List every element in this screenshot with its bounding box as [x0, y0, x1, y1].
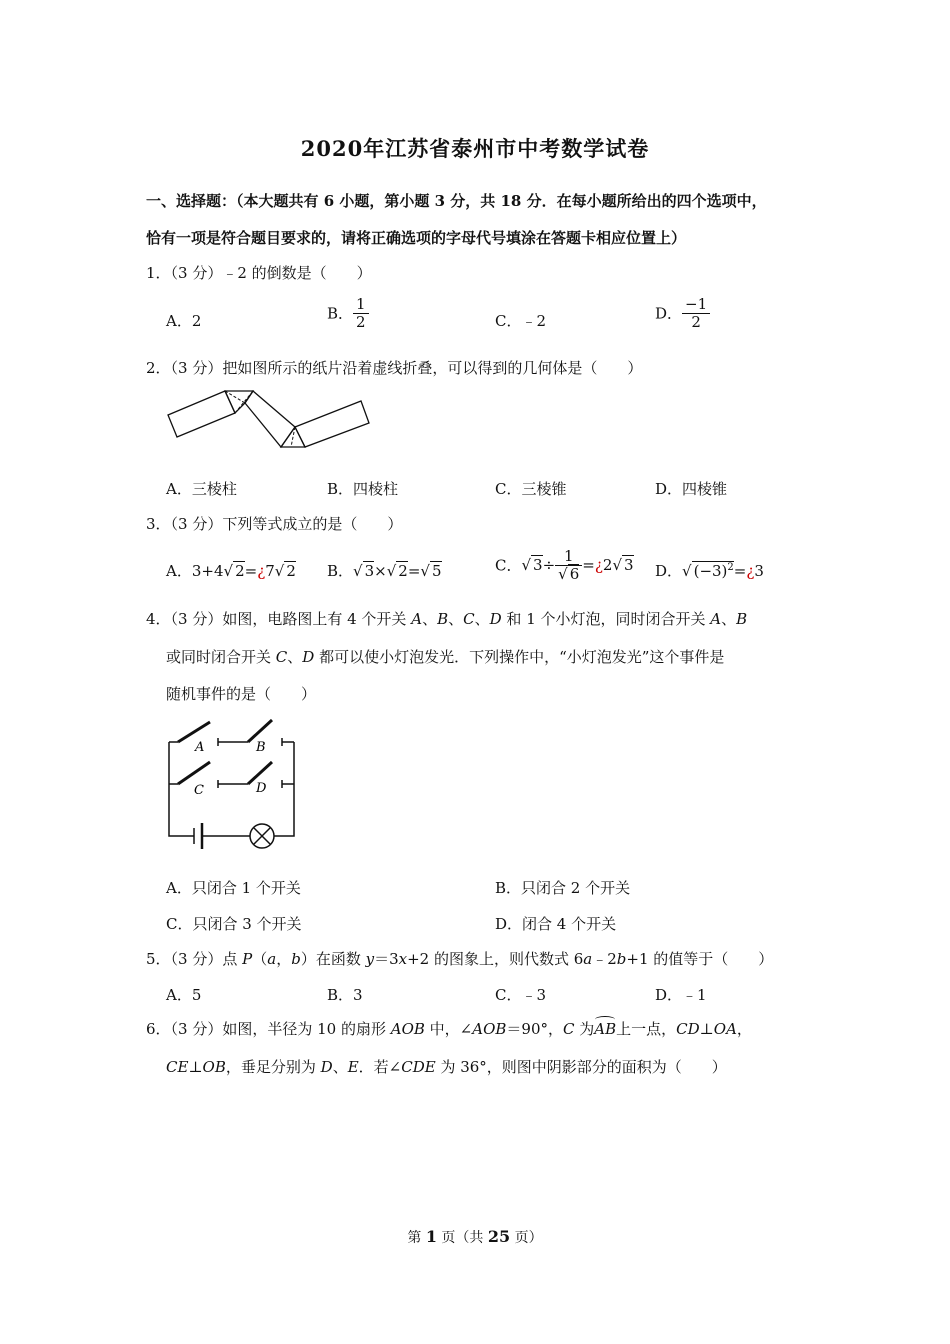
q3-c-eq: = [582, 556, 595, 574]
q5-end: +1 的值等于（ ） [626, 950, 774, 968]
q4-sep: 、 [287, 648, 303, 666]
q3-b-radicand1: 3 [364, 562, 375, 580]
q6-var-aob: AOB [390, 1020, 425, 1038]
switch-a-label: A [195, 740, 205, 755]
footer-total-pages: 25 [487, 1227, 511, 1246]
q3-d-exponent: 2 [727, 562, 734, 573]
q6-p3: ＝90°， [506, 1020, 563, 1038]
folding-paper-figure [165, 385, 375, 455]
q2-stem: 2．（3 分）把如图所示的纸片沿着虚线折叠，可以得到的几何体是（ ） [146, 359, 643, 377]
q1-option-d-label: D． [655, 304, 683, 323]
q4-var-b2: B [736, 610, 748, 628]
q5-open: （ [252, 950, 268, 968]
q6-var-cde: CDE [401, 1058, 436, 1076]
q6-var-cd: CD [676, 1020, 700, 1038]
q3-c-div: ÷ [542, 556, 556, 574]
q4-var-a2: A [710, 610, 722, 628]
q3-b-radicand3: 5 [431, 562, 442, 580]
q3-a-label: A． [166, 562, 192, 580]
q5-option-d: D．﹣1 [655, 986, 707, 1004]
section-header-line1: 一、选择题：（本大题共有 6 小题，第小题 3 分，共 18 分．在每小题所给出的四个选项中， [146, 192, 767, 210]
q3-a-eq: = [244, 562, 258, 580]
page-footer [0, 1227, 950, 1247]
q6-var-oa: OA [713, 1020, 737, 1038]
q4-var-a: A [411, 610, 423, 628]
q4-line3: 随机事件的是（ ） [166, 685, 317, 703]
q3-c-radicand2: 3 [624, 556, 634, 574]
q1-option-b [327, 296, 369, 330]
q4-option-b: B．只闭合 2 个开关 [495, 879, 631, 897]
q3-a-radicand2: 2 [286, 562, 296, 580]
switch-d-label: D [256, 781, 267, 796]
q5-var-b2: b [616, 950, 627, 968]
q4-var-d2: D [302, 648, 315, 666]
q6-perp2: ⊥ [188, 1058, 203, 1076]
q6-p2: 中，∠ [424, 1020, 473, 1038]
q5-eq: ＝3 [374, 950, 399, 968]
q3-option-d: D．√ $(-3)^2=¿3$ [655, 562, 764, 580]
q5-var-p: P [242, 950, 253, 968]
q5-option-a: A．5 [166, 986, 202, 1004]
q1-option-c: C．﹣2 [495, 312, 547, 330]
q6-var-ce: CE [166, 1058, 189, 1076]
q3-option-b: B．√ 3×√ 2=√ 5 [327, 562, 442, 580]
circuit-diagram [162, 712, 302, 857]
q3-c-numerator: 1 [555, 548, 582, 566]
q3-c-glyph: ¿ [594, 556, 603, 574]
switch-c-label: C [194, 783, 204, 798]
q3-b-radicand2: 2 [398, 562, 408, 580]
q6-arc-ab: AB [594, 1020, 617, 1038]
q6-p1: 6．（3 分）如图，半径为 10 的扇形 [146, 1020, 391, 1038]
q6-line2 [166, 1056, 727, 1077]
q6-p10: 、 [332, 1058, 348, 1076]
footer-pre: 第 [407, 1230, 426, 1246]
q4-var-c2: C [275, 648, 288, 666]
q3-a-text: 3+4 [191, 562, 224, 580]
q2-option-a: A．三棱柱 [166, 480, 237, 498]
q5-pre: 5．（3 分）点 [146, 950, 243, 968]
q6-perp1: ⊥ [699, 1020, 714, 1038]
q4-option-c: C．只闭合 3 个开关 [166, 915, 302, 933]
q3-d-radicand: (−3) [693, 562, 728, 580]
q1-d-numerator: −1 [682, 296, 710, 314]
q6-var-e: E [347, 1058, 359, 1076]
q4-sep: 、 [474, 610, 490, 628]
q3-a-radicand: 2 [235, 562, 245, 580]
q6-var-c: C [563, 1020, 575, 1038]
q4-option-d: D．闭合 4 个开关 [495, 915, 617, 933]
q4-line2 [166, 646, 724, 667]
q3-c-label: C． [495, 556, 522, 575]
q6-var-aob2: AOB [472, 1020, 507, 1038]
q4-var-d: D [489, 610, 502, 628]
q6-p11: ．若∠ [358, 1058, 402, 1076]
q3-d-glyph: ¿ [746, 562, 755, 580]
q5-option-b: B．3 [327, 986, 363, 1004]
q6-p4: 为 [574, 1020, 595, 1038]
page-title: 2020年江苏省泰州市中考数学试卷 [300, 136, 650, 161]
q4-line1 [146, 608, 747, 629]
q3-option-c: C．√ 3÷ $\frac{1}{√ 6}$ =¿2√ 3 [495, 547, 634, 583]
q6-line1 [146, 1018, 752, 1039]
q5-var-b: b [291, 950, 301, 968]
section-header-line2: 恰有一项是符合题目要求的，请将正确选项的字母代号填涂在答题卡相应位置上） [146, 229, 687, 247]
switch-b-label: B [256, 740, 266, 755]
footer-page-number: 1 [425, 1227, 437, 1246]
q6-var-d: D [320, 1058, 333, 1076]
q3-stem: 3．（3 分）下列等式成立的是（ ） [146, 515, 403, 533]
q4-line2-post: 都可以使小灯泡发光．下列操作中，“小灯泡发光”这个事件是 [314, 648, 725, 666]
q3-b-eq: = [407, 562, 421, 580]
q5-stem [146, 948, 773, 969]
q4-option-a: A．只闭合 1 个开关 [166, 879, 301, 897]
q3-d-value: 3 [754, 562, 764, 580]
q6-var-ob: OB [202, 1058, 226, 1076]
q4-var-c: C [463, 610, 475, 628]
q5-option-c: C．﹣3 [495, 986, 547, 1004]
q5-minus: ﹣2 [592, 950, 617, 968]
footer-post: 页） [510, 1230, 543, 1246]
q4-sep: 、 [721, 610, 737, 628]
q4-line1-mid: 和 1 个小灯泡，同时闭合开关 [501, 610, 711, 628]
q3-a-coef: 7 [265, 562, 275, 580]
q4-sep: 、 [448, 610, 464, 628]
q1-b-numerator: 1 [353, 296, 369, 314]
q3-a-glyph: ¿ [257, 562, 266, 580]
q1-option-d [655, 296, 710, 330]
q5-var-x: x [398, 950, 408, 968]
q3-d-label: D． [655, 562, 683, 580]
q2-option-b: B．四棱柱 [327, 480, 399, 498]
q6-p12: 为 36°，则图中阴影部分的面积为（ ） [435, 1058, 727, 1076]
q3-c-denominator: 6 [569, 564, 580, 583]
q4-sep: 、 [422, 610, 438, 628]
q3-b-label: B． [327, 562, 354, 580]
q4-line1-pre: 4．（3 分）如图，电路图上有 4 个开关 [146, 610, 412, 628]
footer-mid: 页（共 [436, 1230, 488, 1246]
q5-mid: ）在函数 [300, 950, 366, 968]
q6-p5: 上一点， [616, 1020, 677, 1038]
q3-b-times: × [374, 562, 387, 580]
q3-d-eq: = [733, 562, 747, 580]
q5-var-a2: a [583, 950, 593, 968]
q4-var-b: B [437, 610, 449, 628]
q1-b-denominator: 2 [356, 312, 366, 331]
q5-var-a: a [267, 950, 277, 968]
q2-option-d: D．四棱锥 [655, 480, 728, 498]
q1-option-a: A．2 [166, 312, 202, 330]
q5-tail: +2 的图象上，则代数式 6 [407, 950, 584, 968]
q6-p7: ， [736, 1020, 752, 1038]
q1-d-denominator: 2 [691, 312, 701, 331]
q1-stem: 1．（3 分）﹣2 的倒数是（ ） [146, 264, 372, 282]
q6-p9: ，垂足分别为 [225, 1058, 321, 1076]
q3-c-coef: 2 [602, 556, 613, 574]
q3-c-radicand1: 3 [533, 556, 543, 574]
q5-var-y: y [365, 950, 375, 968]
q4-line2-pre: 或同时闭合开关 [166, 648, 276, 666]
q5-comma: ， [276, 950, 292, 968]
q3-option-a: A．3+4√ 2=¿7√ 2 [166, 562, 296, 580]
q2-option-c: C．三棱锥 [495, 480, 567, 498]
q1-option-b-label: B． [327, 304, 354, 323]
